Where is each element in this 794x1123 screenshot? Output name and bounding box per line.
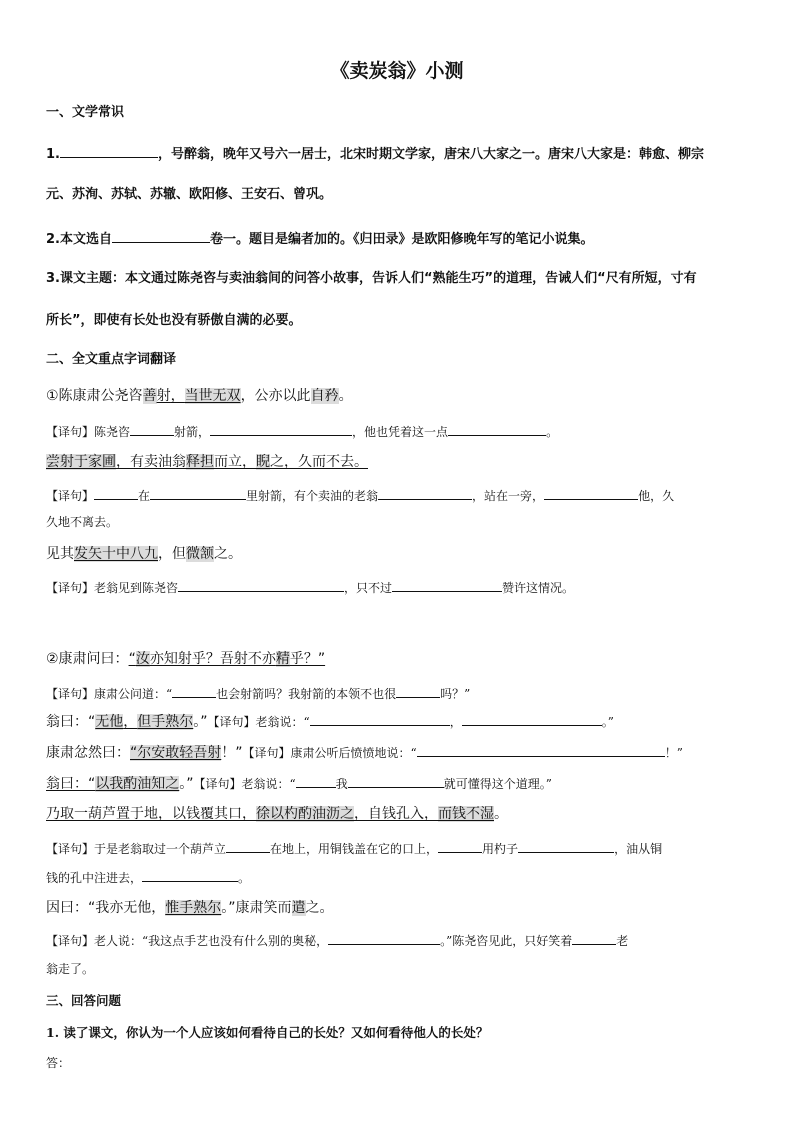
question-1-line-1: 1. ，号醉翁，晚年又号六一居士，北宋时期文学家，唐宋八大家之一。唐宋八大家是：韩愈、柳宗 xyxy=(46,144,704,164)
translation-blank[interactable] xyxy=(417,743,665,757)
question-3-line-2: 所长”，即使有长处也没有骄傲自满的必要。 xyxy=(46,313,302,328)
source-sentence-6: 康肃忿然曰：“尔安敢轻吾射！”【译句】康肃公听后愤愤地说：“ ！” xyxy=(46,745,683,761)
section-heading-literature: 一、文学常识 xyxy=(46,105,125,120)
question-2: 2.本文选自 卷一。题目是编者加的。《归田录》是欧阳修晚年写的笔记小说集。 xyxy=(46,229,594,249)
question-3-line-1: 3.课文主题：本文通过陈尧咨与卖油翁间的问答小故事，告诉人们“熟能生巧”的道理，告诫人们“尺有所短，寸有 xyxy=(46,271,697,286)
translation-blank[interactable] xyxy=(348,774,444,788)
translation-blank[interactable] xyxy=(572,931,616,945)
translation-8-line-2: 钱的孔中注进去， 。 xyxy=(46,868,250,887)
source-sentence-7: 翁曰：“以我酌油知之。”【译句】老翁说：“ 我 就可懂得这个道理。” xyxy=(46,776,552,792)
translation-blank[interactable] xyxy=(172,684,216,698)
translation-blank[interactable] xyxy=(448,422,546,436)
translation-blank[interactable] xyxy=(150,486,246,500)
source-sentence-1: ①陈康肃公尧咨善射，当世无双，公亦以此自矜。 xyxy=(46,388,353,404)
page-title: 《卖炭翁》小测 xyxy=(330,60,464,82)
translation-4: 【译句】康肃公问道：“ 也会射箭吗？我射箭的本领不也很 吗？” xyxy=(46,684,470,703)
translation-9-line-2: 翁走了。 xyxy=(46,962,95,976)
translation-blank[interactable] xyxy=(210,422,352,436)
source-sentence-3: 见其发矢十中八九，但微颔之。 xyxy=(46,546,242,562)
translation-2-line-1: 【译句】 在 里射箭，有个卖油的老翁 ，站在一旁， 他，久 xyxy=(46,486,674,505)
translation-blank[interactable] xyxy=(142,868,238,882)
translation-blank[interactable] xyxy=(462,712,602,726)
answer-blank-author[interactable] xyxy=(60,144,158,158)
source-sentence-8: 乃取一葫芦置于地，以钱覆其口，徐以杓酌油沥之，自钱孔入，而钱不湿。 xyxy=(46,806,508,822)
translation-blank[interactable] xyxy=(178,578,344,592)
question-reflection: 1. 读了课文，你认为一个人应该如何看待自己的长处？又如何看待他人的长处？ xyxy=(46,1025,489,1040)
section-heading-questions: 三、回答问题 xyxy=(46,993,122,1008)
translation-blank[interactable] xyxy=(328,931,440,945)
translation-1: 【译句】陈尧咨 射箭， ，他也凭着这一点 。 xyxy=(46,422,558,441)
section-heading-translation: 二、全文重点字词翻译 xyxy=(46,352,177,367)
source-sentence-2: 尝射于家圃，有卖油翁释担而立，睨之，久而不去。 xyxy=(46,454,368,470)
translation-blank[interactable] xyxy=(296,774,336,788)
translation-3: 【译句】老翁见到陈尧咨 ，只不过 赞许这情况。 xyxy=(46,578,574,597)
translation-blank[interactable] xyxy=(518,839,614,853)
translation-2-line-2: 久地不离去。 xyxy=(46,515,119,529)
answer-label: 答： xyxy=(46,1056,71,1070)
answer-blank-source[interactable] xyxy=(112,229,210,243)
translation-blank[interactable] xyxy=(392,578,502,592)
source-sentence-9: 因曰：“我亦无他，惟手熟尔。”康肃笑而遣之。 xyxy=(46,900,334,916)
translation-blank[interactable] xyxy=(130,422,174,436)
translation-blank[interactable] xyxy=(396,684,440,698)
translation-8-line-1: 【译句】于是老翁取过一个葫芦立 在地上，用铜钱盖在它的口上， 用杓子 ，油从铜 xyxy=(46,839,662,858)
translation-blank[interactable] xyxy=(544,486,638,500)
translation-blank[interactable] xyxy=(378,486,472,500)
translation-blank[interactable] xyxy=(226,839,270,853)
translation-9-line-1: 【译句】老人说：“我这点手艺也没有什么别的奥秘， 。”陈尧咨见此，只好笑着 老 xyxy=(46,931,628,950)
source-sentence-5: 翁曰：“无他，但手熟尔。”【译句】老翁说：“ ， 。” xyxy=(46,714,614,730)
translation-blank[interactable] xyxy=(94,486,138,500)
source-sentence-4: ②康肃问曰：“汝亦知射乎？吾射不亦精乎？” xyxy=(46,651,326,667)
question-1-line-2: 元、苏洵、苏轼、苏辙、欧阳修、王安石、曾巩。 xyxy=(46,187,333,202)
translation-blank[interactable] xyxy=(438,839,482,853)
translation-blank[interactable] xyxy=(310,712,450,726)
